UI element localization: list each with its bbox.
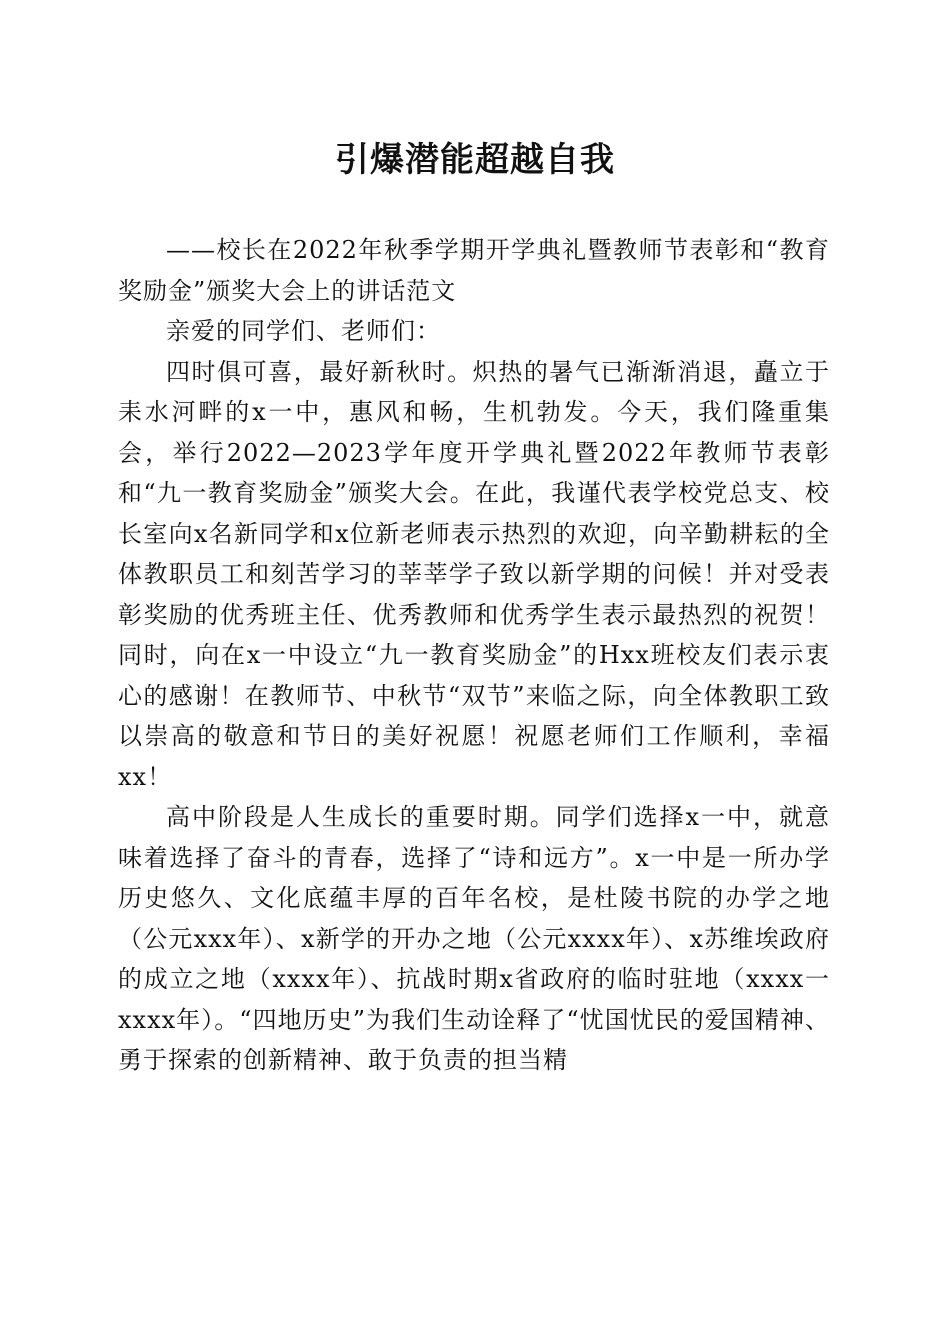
paragraph-1: 四时俱可喜，最好新秋时。炽热的暑气已渐渐消退，矗立于耒水河畔的x一中，惠风和畅，生机勃发。今天，我们隆重集会，举行2022—2023学年度开学典礼暨2022年教师节表彰和“九一教育奖励金”颁奖大会。在此，我谨代表学校党总支、校长室向x名新同学和x位新老师表示热烈的欢迎，向辛勤耕耘的全体教职员工和刻苦学习的莘莘学子致以新学期的问候！并对受表彰奖励的优秀班主任、优秀教师和优秀学生表示最热烈的祝贺！同时，向在x一中设立“九一教育奖励金”的Hxx班校友们表示衷心的感谢！在教师节、中秋节“双节”来临之际，向全体教职工致以崇高的敬意和节日的美好祝愿！祝愿老师们工作顺利，幸福xx！ xyxy=(118,357,830,791)
subtitle: ——校长在2022年秋季学期开学典礼暨教师节表彰和“教育奖励金”颁奖大会上的讲话范文 xyxy=(118,236,830,305)
greeting: 亲爱的同学们、老师们： xyxy=(166,317,441,345)
paragraph-2: 高中阶段是人生成长的重要时期。同学们选择x一中，就意味着选择了奋斗的青春，选择了“诗和远方”。x一中是一所办学历史悠久、文化底蕴丰厚的百年名校，是杜陵书院的办学之地（公元xxx年）、x新学的开办之地（公元xxxx年）、x苏维埃政府的成立之地（xxxx年）、抗战时期x省政府的临时驻地（xxxx一xxxx年）。“四地历史”为我们生动诠释了“忧国忧民的爱国精神、勇于探索的创新精神、敢于负责的担当精 xyxy=(118,803,830,1074)
page-title: 引爆潜能超越自我 xyxy=(335,140,615,180)
document-body xyxy=(118,230,830,1081)
